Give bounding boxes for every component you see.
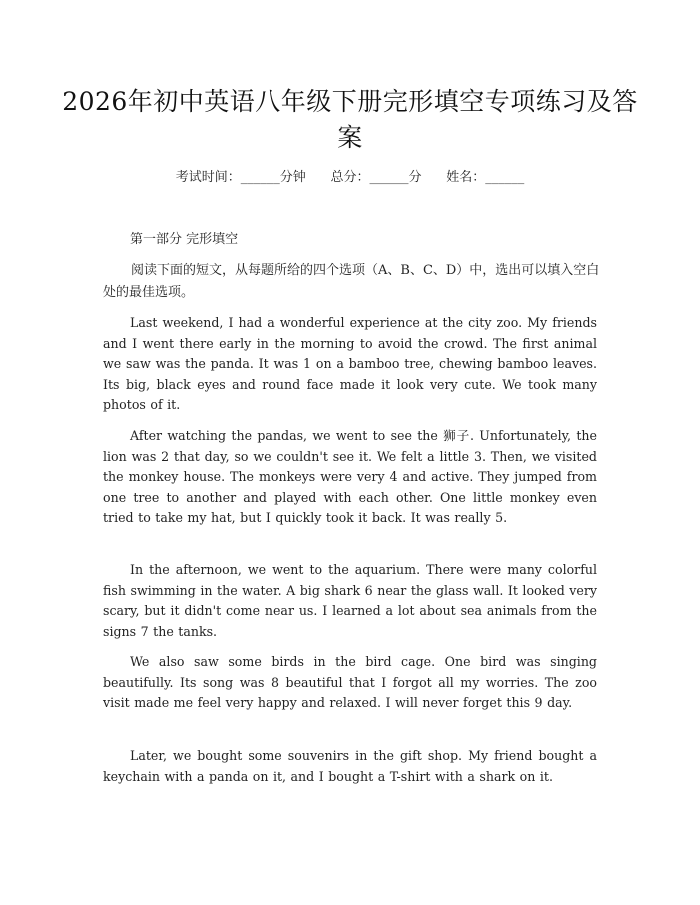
exam-info-line: 考试时间：______分钟 总分：______分 姓名：______ [175, 170, 525, 185]
document-title: 2026年初中英语八年级下册完形填空专项练习及答案 [62, 87, 638, 152]
passage-paragraph-2: After watching the pandas, we went to see the 狮子. Unfortunately, the lion was 2 that day, so we couldn't see it. We felt a little 3. Then, we visited the monkey house. The monkeys were very 4 and active. They jumped from one tree to another and played with each other. One little monkey even tried to take my hat, but I quickly took it back. It was really 5. [103, 428, 597, 526]
passage-paragraph-3: In the afternoon, we went to the aquarium. There were many colorful fish swimming in the water. A big shark 6 near the glass wall. It looked very scary, but it didn't come near us. I learned a lot about sea animals from the signs 7 the tanks. [103, 562, 597, 639]
passage-paragraph-1: Last weekend, I had a wonderful experience at the city zoo. My friends and I went there early in the morning to avoid the crowd. The first animal we saw was the panda. It was 1 on a bamboo tree, chewing bamboo leaves. Its big, black eyes and round face made it look very cute. We took many photos of it. [103, 315, 597, 413]
section-heading: 第一部分 完形填空 [130, 232, 239, 247]
instructions-text: 阅读下面的短文，从每题所给的四个选项（A、B、C、D）中，选出可以填入空白处的最佳选项。 [103, 263, 600, 300]
passage-paragraph-4: We also saw some birds in the bird cage. One bird was singing beautifully. Its song was 8 beautiful that I forgot all my worries. The zoo visit made me feel very happy and relaxed. I will never forget this 9 day. [103, 654, 597, 711]
passage-paragraph-5: Later, we bought some souvenirs in the gift shop. My friend bought a keychain with a panda on it, and I bought a T-shirt with a shark on it. [103, 748, 597, 784]
